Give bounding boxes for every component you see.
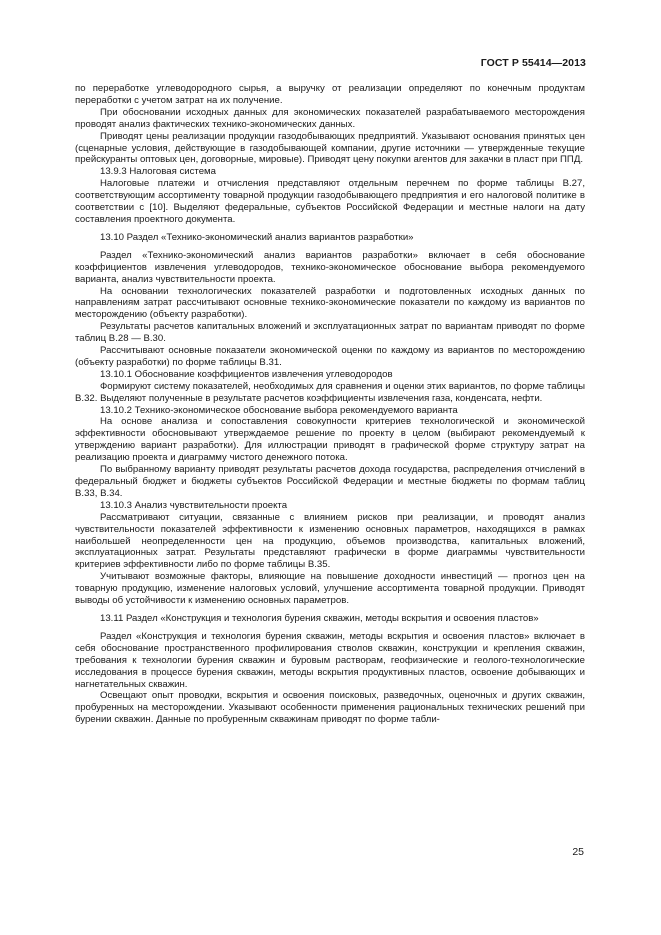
subsection-heading: 13.9.3 Налоговая система bbox=[100, 166, 216, 178]
paragraph: На основе анализа и сопоставления совокупности критериев технологической и экономической эффективности обосновывают утверждаемое решение по проекту в целом (выбирают рекомендуемый к утверждению вариант разработки). Для иллюстрации приводят в графической форме структуру затрат на реализацию проекта и диаграмму чистого денежного потока. bbox=[75, 416, 585, 464]
paragraph: По выбранному варианту приводят результаты расчетов дохода государства, распределения отчислений в федеральный бюджет и бюджеты субъектов Российской Федерации и местные бюджеты по формам таблиц В.33, В.34. bbox=[75, 464, 585, 499]
page-number: 25 bbox=[572, 846, 584, 858]
paragraph: по переработке углеводородного сырья, а выручку от реализации определяют по конечным продуктам переработки с учетом затрат на их получение. bbox=[75, 83, 585, 106]
paragraph: Результаты расчетов капитальных вложений и эксплуатационных затрат по вариантам приводят по форме таблиц В.28 — В.30. bbox=[75, 321, 585, 345]
document-body bbox=[75, 83, 585, 726]
paragraph: Освещают опыт проводки, вскрытия и освоения поисковых, разведочных, оценочных и других скважин, пробуренных на месторождении. Указывают особенности применения рациональных технических решений при бурении скважин. Данные по пробуренным скважинам приводят по форме табли- bbox=[75, 690, 585, 726]
subsection-heading: 13.10.1 Обоснование коэффициентов извлечения углеводородов bbox=[100, 368, 393, 380]
paragraph: Рассчитывают основные показатели экономической оценки по каждому из вариантов по месторождению (объекту разработки) по форме таблицы В.31. bbox=[75, 345, 585, 368]
paragraph: Раздел «Технико-экономический анализ вариантов разработки» включает в себя обоснование коэффициентов извлечения углеводородов, технико-экономическое обоснование выбора рекомендуемого варианта, анализ чувствительности проекта. bbox=[75, 249, 585, 285]
subsection-heading: 13.10.3 Анализ чувствительности проекта bbox=[100, 499, 288, 511]
section-heading: 13.11 Раздел «Конструкция и технология бурения скважин, методы вскрытия и освоения пластов» bbox=[100, 612, 539, 624]
section-heading: 13.10 Раздел «Технико-экономический анализ вариантов разработки» bbox=[100, 231, 414, 243]
paragraph: Рассматривают ситуации, связанные с влиянием рисков при реализации, и проводят анализ чувствительности показателей эффективности к изменению основных параметров, находящихся в рамках наибольшей неопределенности цен на продукцию, объемов производства, капитальных вложений, эксплуатационных затрат. Результаты представляют графически в форме диаграммы чувствительности критериев эффективности либо по форме таблицы В.35. bbox=[75, 511, 585, 571]
document-standard-id: ГОСТ Р 55414—2013 bbox=[480, 57, 586, 69]
paragraph: Формируют систему показателей, необходимых для сравнения и оценки этих вариантов, по форме таблицы В.32. Выделяют полученные в результате расчетов коэффициенты извлечения газа, конденсата, нефти. bbox=[75, 380, 585, 404]
paragraph: Учитывают возможные факторы, влияющие на повышение доходности инвестиций — прогноз цен на товарную продукцию, изменение налоговых условий, улучшение ассортимента товарной продукции. Приводят выводы об устойчивости к изменению основных параметров. bbox=[75, 571, 585, 607]
paragraph: На основании технологических показателей разработки и подготовленных исходных данных по направлениям затрат рассчитывают основные технико-экономические показатели по каждому из вариантов по месторождению (объекту разработки). bbox=[75, 285, 585, 321]
paragraph: Приводят цены реализации продукции газодобывающих предприятий. Указывают основания принятых цен (сценарные условия, действующие в газодобывающей компании, другие источники — утвержденные текущие прейскуранты оптовых цен, договорные, мировые). Приводят цену покупки агентов для закачки в пласт при ППД. bbox=[75, 130, 585, 166]
subsection-heading: 13.10.2 Технико-экономическое обоснование выбора рекомендуемого варианта bbox=[100, 404, 458, 416]
paragraph: Раздел «Конструкция и технология бурения скважин, методы вскрытия и освоения пластов» включает в себя обоснование пространственного профилирования стволов скважин, конструкции и крепления скважин, требования к технологии бурения скважин и буровым растворам, геофизические и геолого-технологические исследования в процессе бурения скважин, методы вскрытия продуктивных пластов, освоение добывающих и нагнетательных скважин. bbox=[75, 630, 585, 690]
paragraph: При обосновании исходных данных для экономических показателей разрабатываемого месторождения проводят анализ фактических технико-экономических данных. bbox=[75, 106, 585, 130]
paragraph: Налоговые платежи и отчисления представляют отдельным перечнем по форме таблицы В.27, соответствующим ассортименту товарной продукции газодобывающего предприятия и его налоговой политике в соответствии с [10]. Выделяют федеральные, субъектов Российской Федерации и местные налоги на дату составления проектного документа. bbox=[75, 178, 585, 225]
